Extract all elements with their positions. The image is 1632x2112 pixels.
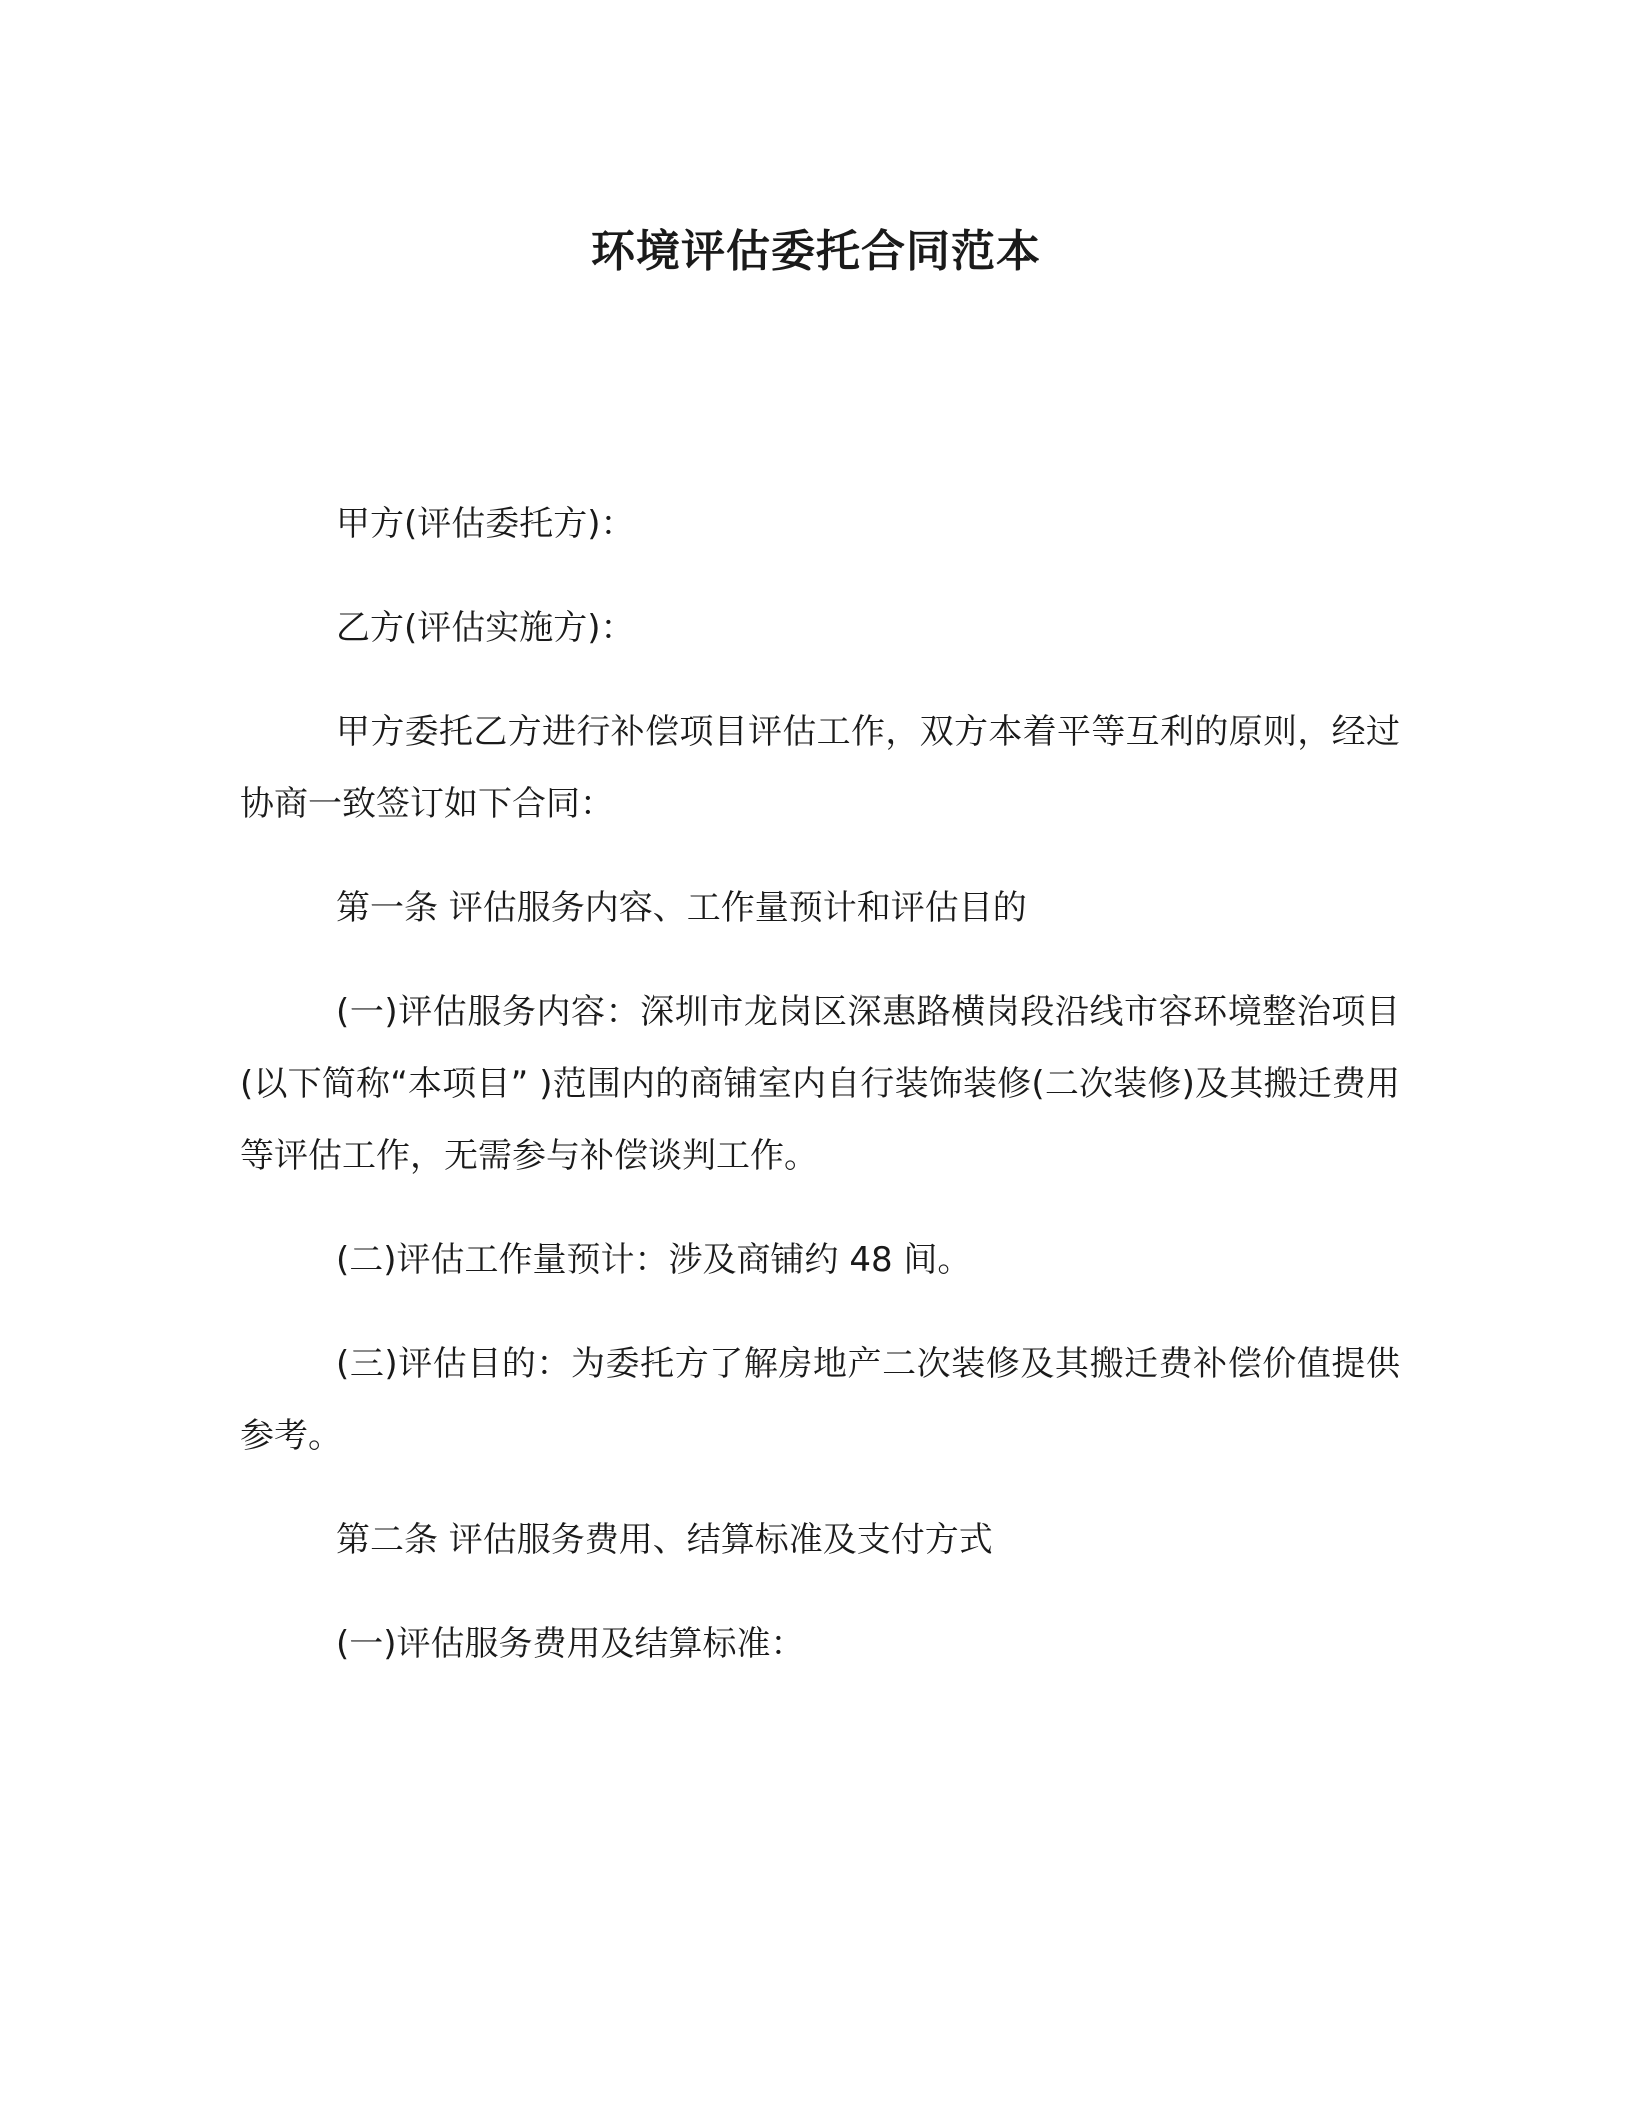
assessment-purpose-paragraph: (三)评估目的：为委托方了解房地产二次装修及其搬迁费补偿价值提供参考。 [240,1344,1400,1456]
workload-estimate-paragraph: (二)评估工作量预计：涉及商铺约 48 间。 [336,1240,972,1280]
service-content-paragraph: (一)评估服务内容：深圳市龙岗区深惠路横岗段沿线市容环境整治项目(以下简称“本项目” )范围内的商铺室内自行装饰装修(二次装修)及其搬迁费用等评估工作，无需参与补偿谈判工作。 [240,992,1400,1176]
article-two-heading: 第二条 评估服务费用、结算标准及支付方式 [336,1520,993,1560]
party-b-line: 乙方(评估实施方)： [336,608,635,648]
document-title: 环境评估委托合同范本 [591,226,1041,277]
fee-standard-paragraph: (一)评估服务费用及结算标准： [336,1624,805,1664]
article-one-heading: 第一条 评估服务内容、工作量预计和评估目的 [336,888,1027,928]
party-a-line: 甲方(评估委托方)： [336,504,635,544]
preamble-paragraph: 甲方委托乙方进行补偿项目评估工作，双方本着平等互利的原则，经过协商一致签订如下合同： [240,712,1400,824]
document-body [240,488,1400,1712]
